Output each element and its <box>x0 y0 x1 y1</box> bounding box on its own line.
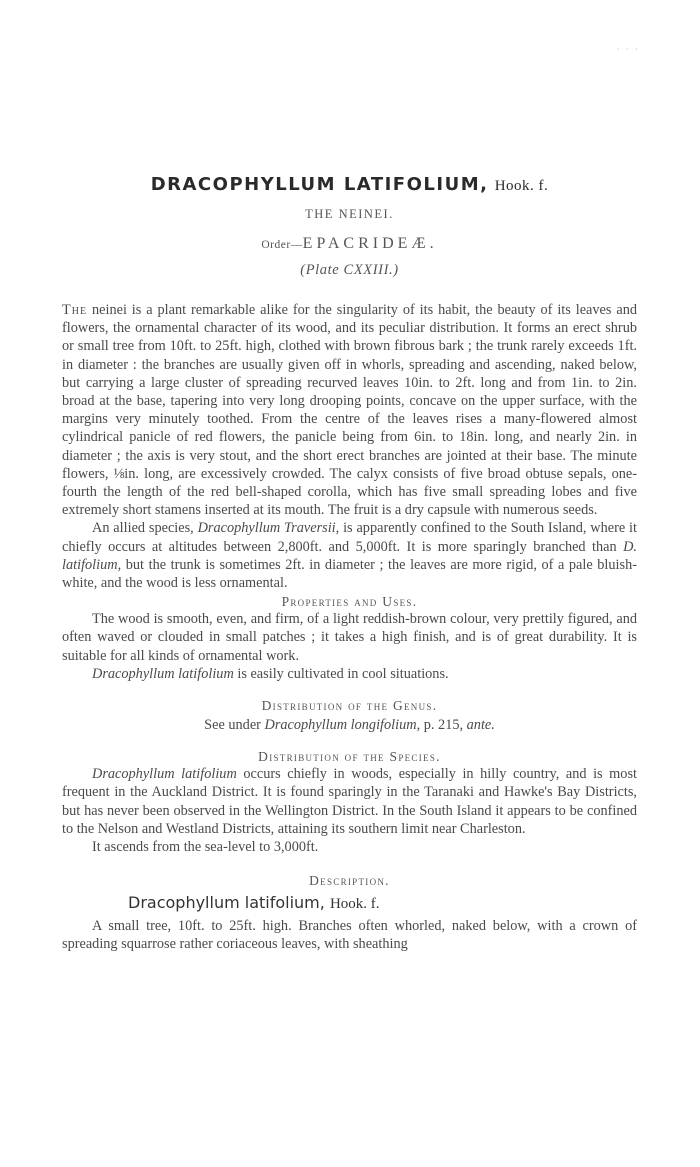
description-species-title <box>62 893 637 913</box>
species-name: DRACOPHYLLUM LATIFOLIUM, <box>150 174 489 195</box>
altitude-paragraph: It ascends from the sea-level to 3,000ft. <box>92 839 319 856</box>
page-content <box>62 0 637 954</box>
properties-paragraph: The wood is smooth, even, and firm, of a light reddish-brown colour, very prettily figured, and often waved or clouded in small patches ; it takes a high finish, and is of great durability. It is suitable for all kinds of ornamental work. <box>62 611 637 664</box>
distribution-species-heading: Distribution of the Species. <box>258 749 441 765</box>
allied-species-name: Dracophyllum Traversii <box>197 520 336 537</box>
description-heading: Description. <box>309 873 390 889</box>
cultivation-text: is easily cultivated in cool situations. <box>233 665 449 682</box>
cultivation-species-name: Dracophyllum latifolium <box>92 665 234 682</box>
allied-species-paragraph <box>62 519 637 592</box>
common-name: THE NEINEI. <box>305 207 394 221</box>
description-species-name: Dracophyllum latifolium, <box>128 893 325 913</box>
corner-mark: · · · <box>616 44 640 54</box>
distribution-species-paragraph <box>62 765 637 838</box>
genus-ref-name: Dracophyllum longifolium <box>264 717 417 734</box>
description-paragraph: A small tree, 10ft. to 25ft. high. Branches often whorled, naked below, with a crown of spreading squarrose rather coriaceous leaves, with sheathing <box>62 918 637 953</box>
order-name: EPACRIDEÆ. <box>302 235 438 252</box>
allied-text-c: , is apparently confined to the South Island, where it chiefly occurs at altitudes between 2,800ft. and 5,000ft. It is more sparingly branched than <box>62 520 637 555</box>
intro-paragraph <box>62 301 637 519</box>
intro-first-word: The <box>62 302 88 318</box>
allied-text-e: , but the trunk is sometimes 2ft. in diameter ; the leaves are more rigid, of a pale bluish-white, and the wood is less ornamental. <box>62 556 637 592</box>
genus-ref-ante: ante. <box>466 717 495 734</box>
order-line <box>62 235 637 253</box>
properties-heading: Properties and Uses. <box>281 594 418 610</box>
page-title <box>62 174 637 196</box>
description-author: Hook. f. <box>329 896 380 913</box>
distribution-species-name: Dracophyllum latifolium <box>92 766 237 783</box>
distribution-species-text: occurs chiefly in woods, especially in hilly country, and is most frequent in the Auckland District. It is found sparingly in the Taranaki and Hawke's Bay Districts, but has never been observed in the Wellington District. In the South Island it appears to be confined to the Nelson and Westland Districts, attaining its southern limit near Charleston. <box>62 766 637 837</box>
order-prefix: Order— <box>261 239 303 251</box>
allied-compare-name: D. latifolium <box>62 538 637 573</box>
genus-ref-text-a: See under <box>204 717 265 734</box>
distribution-genus-reference <box>62 716 637 734</box>
genus-ref-page: , p. 215, <box>416 717 467 734</box>
plate-reference: (Plate CXXIII.) <box>300 262 399 278</box>
allied-text-a: An allied species, <box>92 520 198 537</box>
intro-text: neinei is a plant remarkable alike for the singularity of its habit, the beauty of its leaves and flowers, the ornamental character of its wood, and its peculiar distribution. It forms an erect shrub or small tree from 10ft. to 25ft. high, clothed with brown fibrous bark ; the trunk rarely exceeds 1ft. in diameter : the branches are usually given off in whorls, spreading and ascending, naked below, but carrying a large cluster of spreading recurved leaves 10in. to 2ft. long and from 1in. to 2in. broad at the base, tapering into very long drooping points, concave on the upper surface, with the margins very minutely toothed. From the centre of the leaves rises a many-flowered almost cylindrical panicle of red flowers, the panicle being from 6in. to 18in. long, and nearly 2in. in diameter ; the axis is very stout, and the short erect branches are jointed at their base. The minute flowers, ⅛in. long, are excessively crowded. The calyx consists of five broad obtuse sepals, one-fourth the length of the red bell-shaped corolla, which has five small spreading lobes and five extremely short stamens inserted at its mouth. The fruit is a dry capsule with numerous seeds. <box>62 302 637 519</box>
distribution-genus-heading: Distribution of the Genus. <box>261 698 438 714</box>
cultivation-paragraph <box>62 665 637 683</box>
species-author: Hook. f. <box>494 178 549 194</box>
